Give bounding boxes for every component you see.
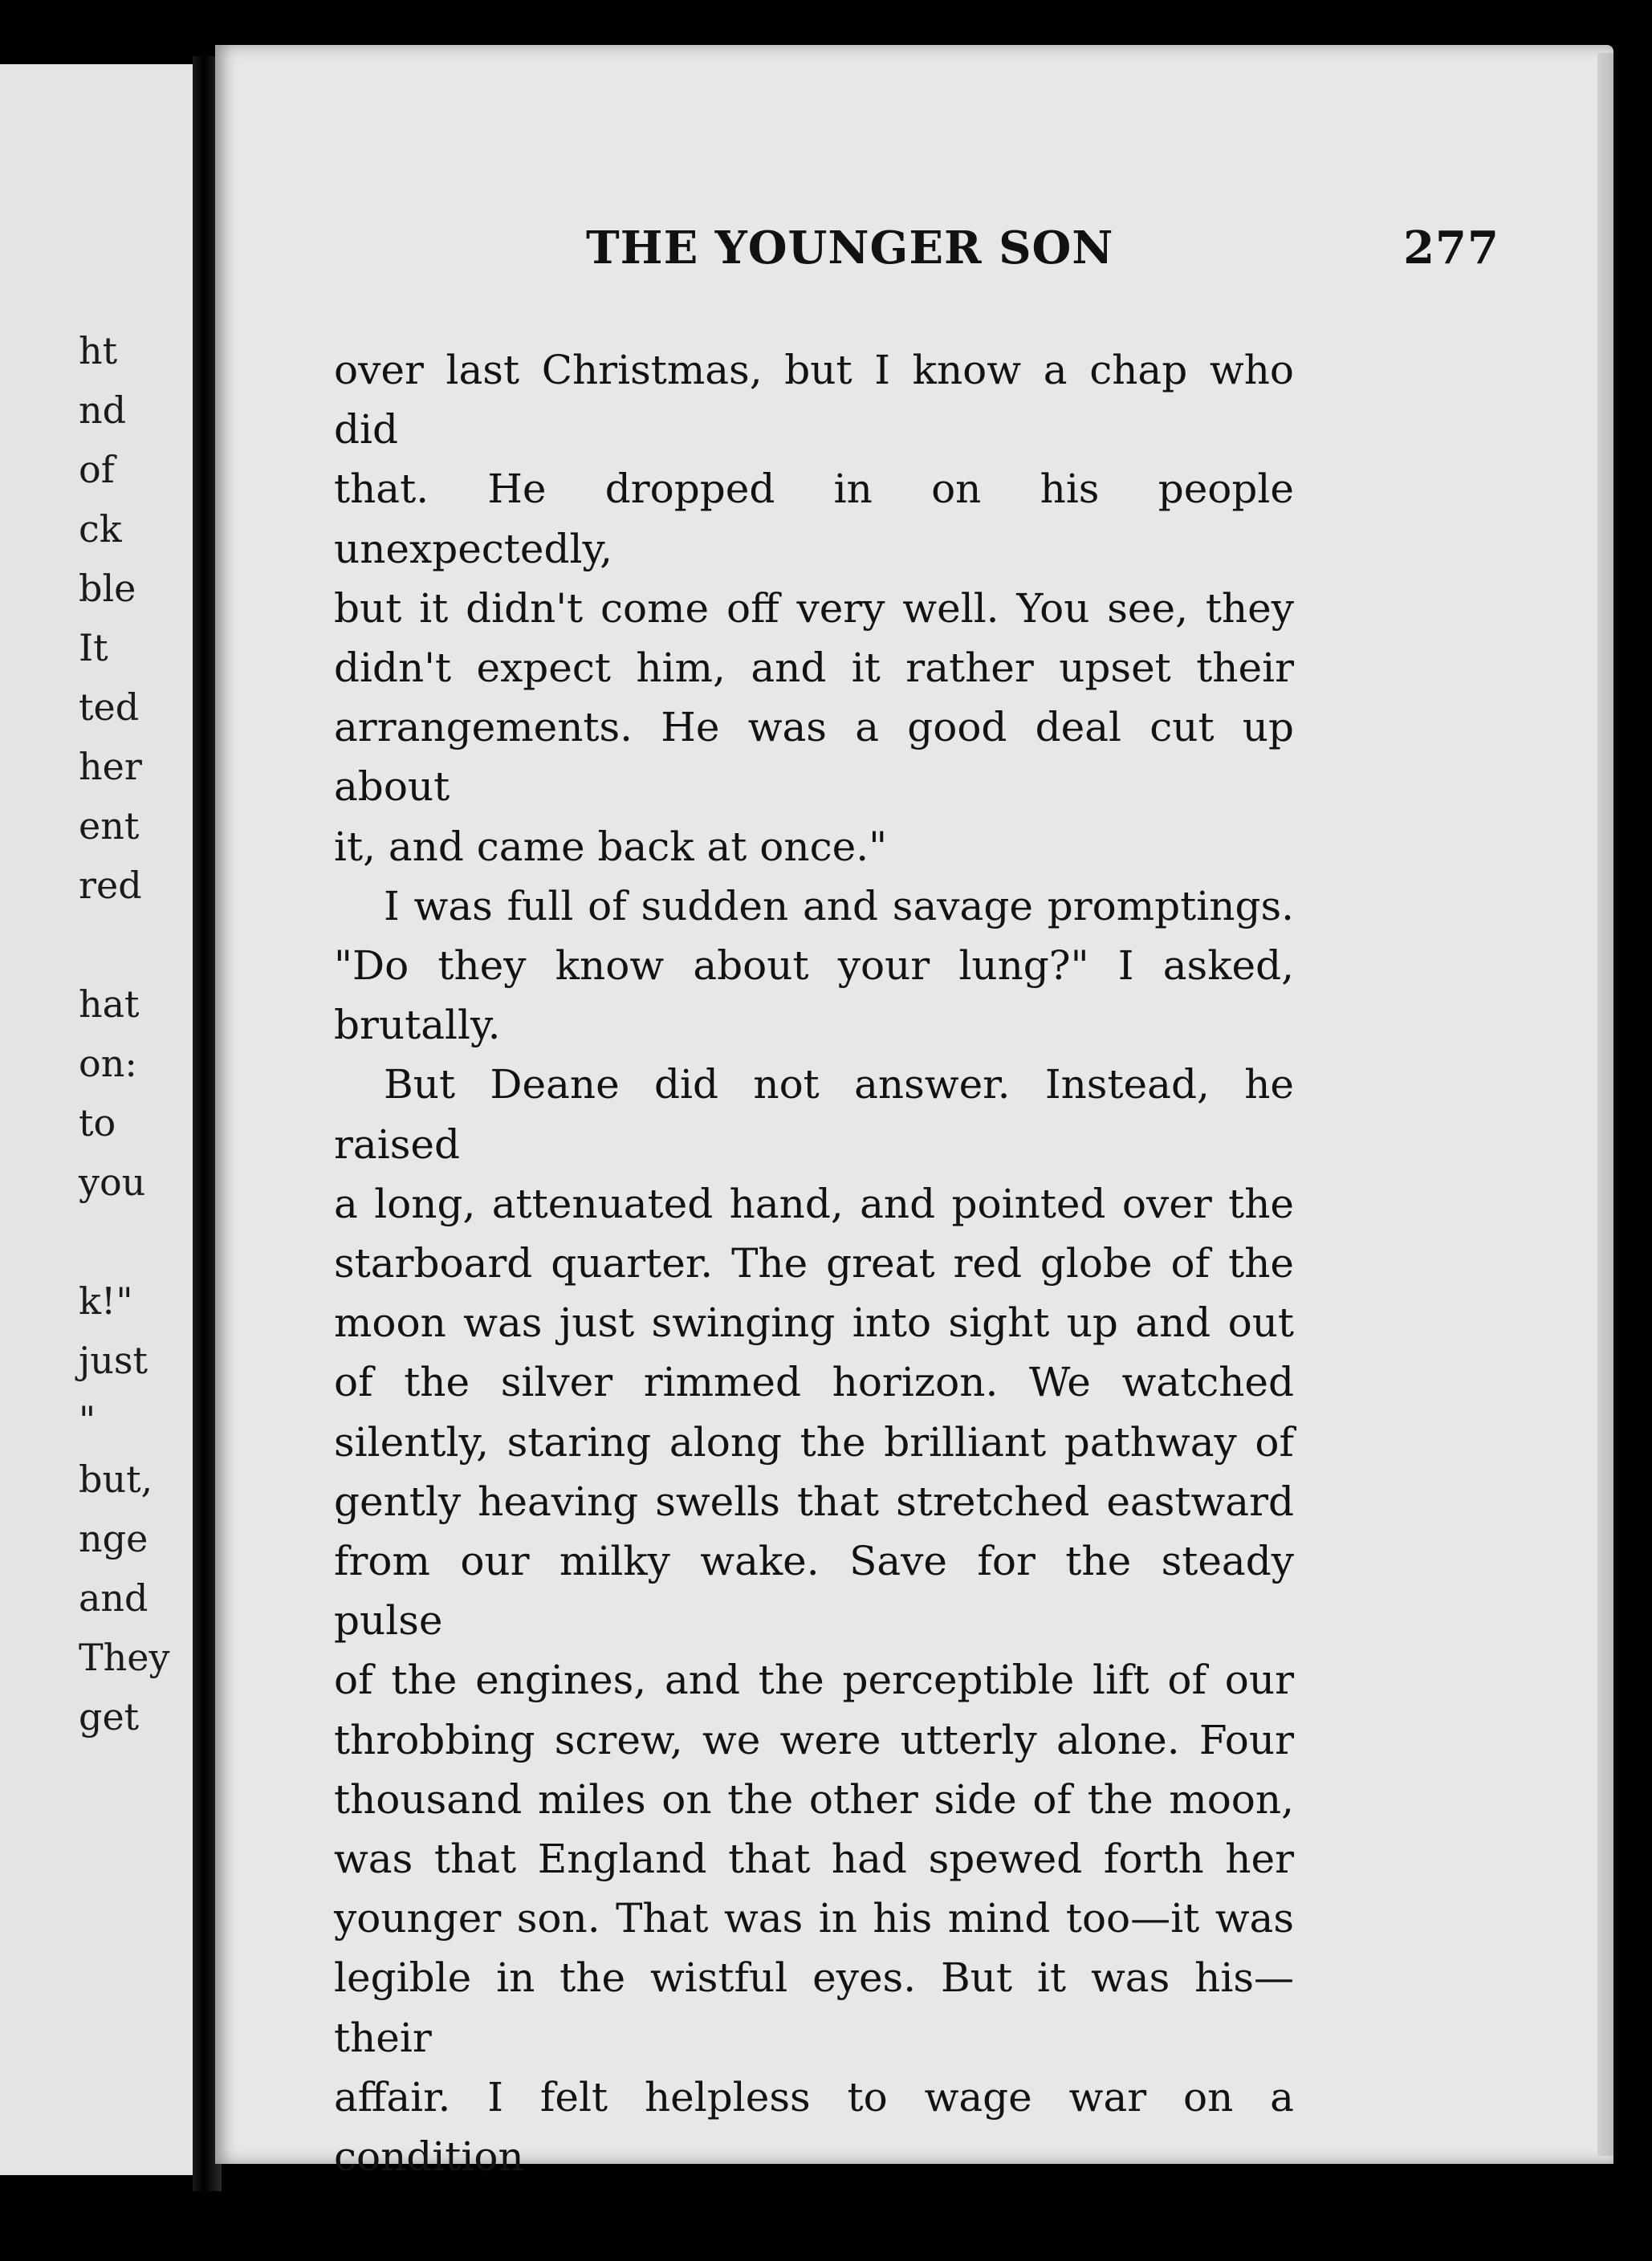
left-fragment: ck [79,507,122,551]
text-line: moon was just swinging into sight up and out [334,1299,1294,1347]
left-fragment: ble [79,567,136,610]
page-edge [1597,53,1613,2156]
text-line: it, and came back at once." [334,823,888,870]
text-line: I was full of sudden and savage promptings. [384,882,1294,929]
text-line: "Do they know about your lung?" I asked, [334,942,1294,990]
book-page [215,45,1613,2181]
left-fragment: It [79,626,108,669]
text-line: starboard quarter. The great red globe of the [334,1240,1294,1287]
left-fragment: to [79,1101,116,1145]
text-line: affair. I felt helpless to wage war on a condition [334,2073,1294,2181]
left-fragment: red [79,864,142,907]
text-line: legible in the wistful eyes. But it was his—their [334,1954,1294,2061]
left-fragment: k!" [79,1279,133,1323]
text-line: thousand miles on the other side of the moon, [334,1775,1294,1823]
left-fragment: you [79,1161,146,1204]
left-fragment: nge [79,1517,149,1560]
text-line: But Deane did not answer. Instead, he raised [334,1061,1294,1168]
left-fragment: and [79,1576,149,1620]
text-line: brutally. [334,1002,501,1049]
left-fragment: her [79,745,142,788]
text-line: a long, attenuated hand, and pointed over the [334,1180,1294,1227]
running-head-title: THE YOUNGER SON [586,222,1114,274]
text-line: silently, staring along the brilliant pathway of [334,1418,1294,1466]
page-number: 277 [1403,222,1499,274]
running-head [328,222,1499,294]
text-line: younger son. That was in his mind too—it was [334,1895,1294,1942]
left-fragment: ent [79,804,140,848]
text-line: didn't expect him, and it rather upset their [334,645,1294,692]
left-fragment: of [79,448,115,491]
left-fragment: " [79,1398,96,1442]
left-fragment: get [79,1695,140,1738]
text-line: was that England that had spewed forth her [334,1836,1294,1883]
left-fragment: hat [79,982,140,1026]
text-line: gently heaving swells that stretched eastward [334,1478,1294,1525]
text-line: arrangements. He was a good deal cut up about [334,704,1294,811]
left-fragment: but, [79,1458,153,1501]
left-fragment: on: [79,1042,137,1085]
text-line: of the silver rimmed horizon. We watched [334,1359,1294,1406]
left-fragment: They [79,1636,170,1679]
left-fragment: ht [79,329,118,372]
text-line: of the engines, and the perceptible lift of our [334,1657,1294,1704]
text-line: that. He dropped in on his people unexpectedly, [334,466,1294,572]
left-fragment: just [79,1339,148,1382]
left-fragment: ted [79,685,140,729]
text-line: but it didn't come off very well. You see, they [334,584,1294,632]
text-line: throbbing screw, we were utterly alone. Four [334,1716,1294,1763]
left-facing-page [0,64,199,2175]
text-line: from our milky wake. Save for the steady pulse [334,1538,1294,1645]
left-fragment: nd [79,388,127,432]
body-text [334,340,1294,2186]
text-line: over last Christmas, but I know a chap who did [334,347,1294,453]
